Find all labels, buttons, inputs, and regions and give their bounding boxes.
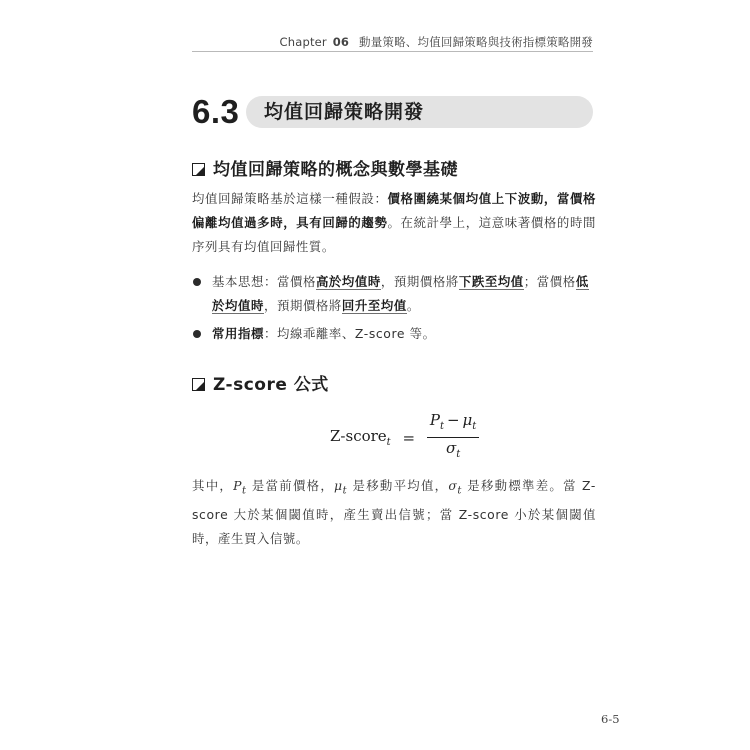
bullet-text	[212, 270, 596, 318]
formula-fraction	[427, 410, 479, 465]
inline-variable	[334, 478, 348, 497]
bullet-text	[212, 322, 596, 346]
chapter-prefix: Chapter	[279, 35, 327, 49]
zscore-formula	[330, 410, 479, 465]
section-marker-icon	[192, 163, 205, 176]
section-title-pill	[246, 96, 593, 128]
header-rule	[192, 51, 593, 52]
subsection-title: Z-score 公式	[213, 375, 329, 395]
explanation-paragraph	[192, 474, 596, 551]
inline-variable	[448, 478, 463, 497]
section-title-text: 均值回歸策略開發	[264, 101, 425, 123]
paragraph-text: 均值回歸策略基於這樣一種假設：	[192, 191, 388, 206]
variable-subscript: t	[342, 485, 348, 497]
chapter-number: 06	[332, 35, 350, 49]
bullet-label: 基本思想	[212, 274, 264, 289]
paragraph-bold-text: 價格圍繞某個均值上下波動，當價格偏離均值過多時，具有回歸的趨勢	[192, 191, 596, 230]
paragraph-text: 是移動標準差。當 Z-score 大於某個閾值時，產生賣出信號；當 Z-score 小於某個閾值時，產生買入信號。	[192, 478, 596, 547]
variable-symbol: P	[233, 478, 243, 493]
chapter-title: 動量策略、均值回歸策略與技術指標策略開發	[359, 35, 593, 49]
formula-denominator	[427, 438, 479, 465]
bullet-segment: ，預期價格將	[263, 298, 342, 313]
formula-lhs	[330, 427, 391, 448]
paragraph-text: 是移動平均值，	[347, 478, 449, 493]
bullet-segment: ；當價格	[523, 274, 576, 289]
subsection-heading-concept	[192, 155, 458, 180]
variable-subscript: t	[242, 485, 247, 497]
bullet-dot-icon	[193, 330, 201, 338]
bullet-segment: 。	[406, 298, 420, 313]
variable-symbol: σ	[448, 478, 458, 493]
paragraph-text: 其中，	[192, 478, 234, 493]
formula-minus: −	[446, 411, 460, 429]
formula-numerator	[427, 410, 479, 438]
running-header	[279, 34, 593, 50]
formula-lhs-text: Z-score	[330, 427, 387, 445]
bullet-label: 常用指標	[212, 326, 264, 341]
section-number: 6.3	[192, 93, 240, 130]
formula-equals: =	[402, 428, 416, 447]
bullet-common-indicators	[192, 322, 596, 346]
inline-variable	[233, 478, 247, 497]
section-title	[190, 92, 595, 132]
formula-var: μ	[462, 411, 473, 429]
paragraph-text: 是當前價格，	[246, 478, 335, 493]
page-number: 6-5	[601, 712, 620, 726]
variable-subscript: t	[457, 485, 463, 497]
bullet-segment: ：當價格	[263, 274, 316, 289]
underlined-text: 下跌至均值	[458, 274, 524, 289]
variable-symbol: μ	[334, 478, 343, 493]
formula-subscript: t	[456, 449, 461, 460]
bullet-basic-idea	[192, 270, 596, 318]
section-marker-icon	[192, 378, 205, 391]
intro-paragraph	[192, 187, 596, 259]
bullet-segment: ，預期價格將	[380, 274, 459, 289]
formula-var: σ	[445, 439, 457, 457]
underlined-text: 低於均值時	[212, 274, 589, 313]
formula-subscript: t	[386, 437, 391, 448]
formula-var: P	[429, 411, 440, 429]
subsection-heading-zscore	[192, 370, 329, 395]
underlined-text: 高於均值時	[315, 274, 381, 289]
formula-subscript: t	[439, 421, 444, 432]
formula-subscript: t	[472, 421, 477, 432]
underlined-text: 回升至均值	[341, 298, 407, 313]
bullet-dot-icon	[193, 278, 201, 286]
subsection-title: 均值回歸策略的概念與數學基礎	[213, 160, 458, 180]
paragraph-text: 。在統計學上，這意味著價格的時間序列具有均值回歸性質。	[192, 215, 596, 254]
bullet-segment: ：均線乖離率、Z-score 等。	[263, 326, 436, 341]
